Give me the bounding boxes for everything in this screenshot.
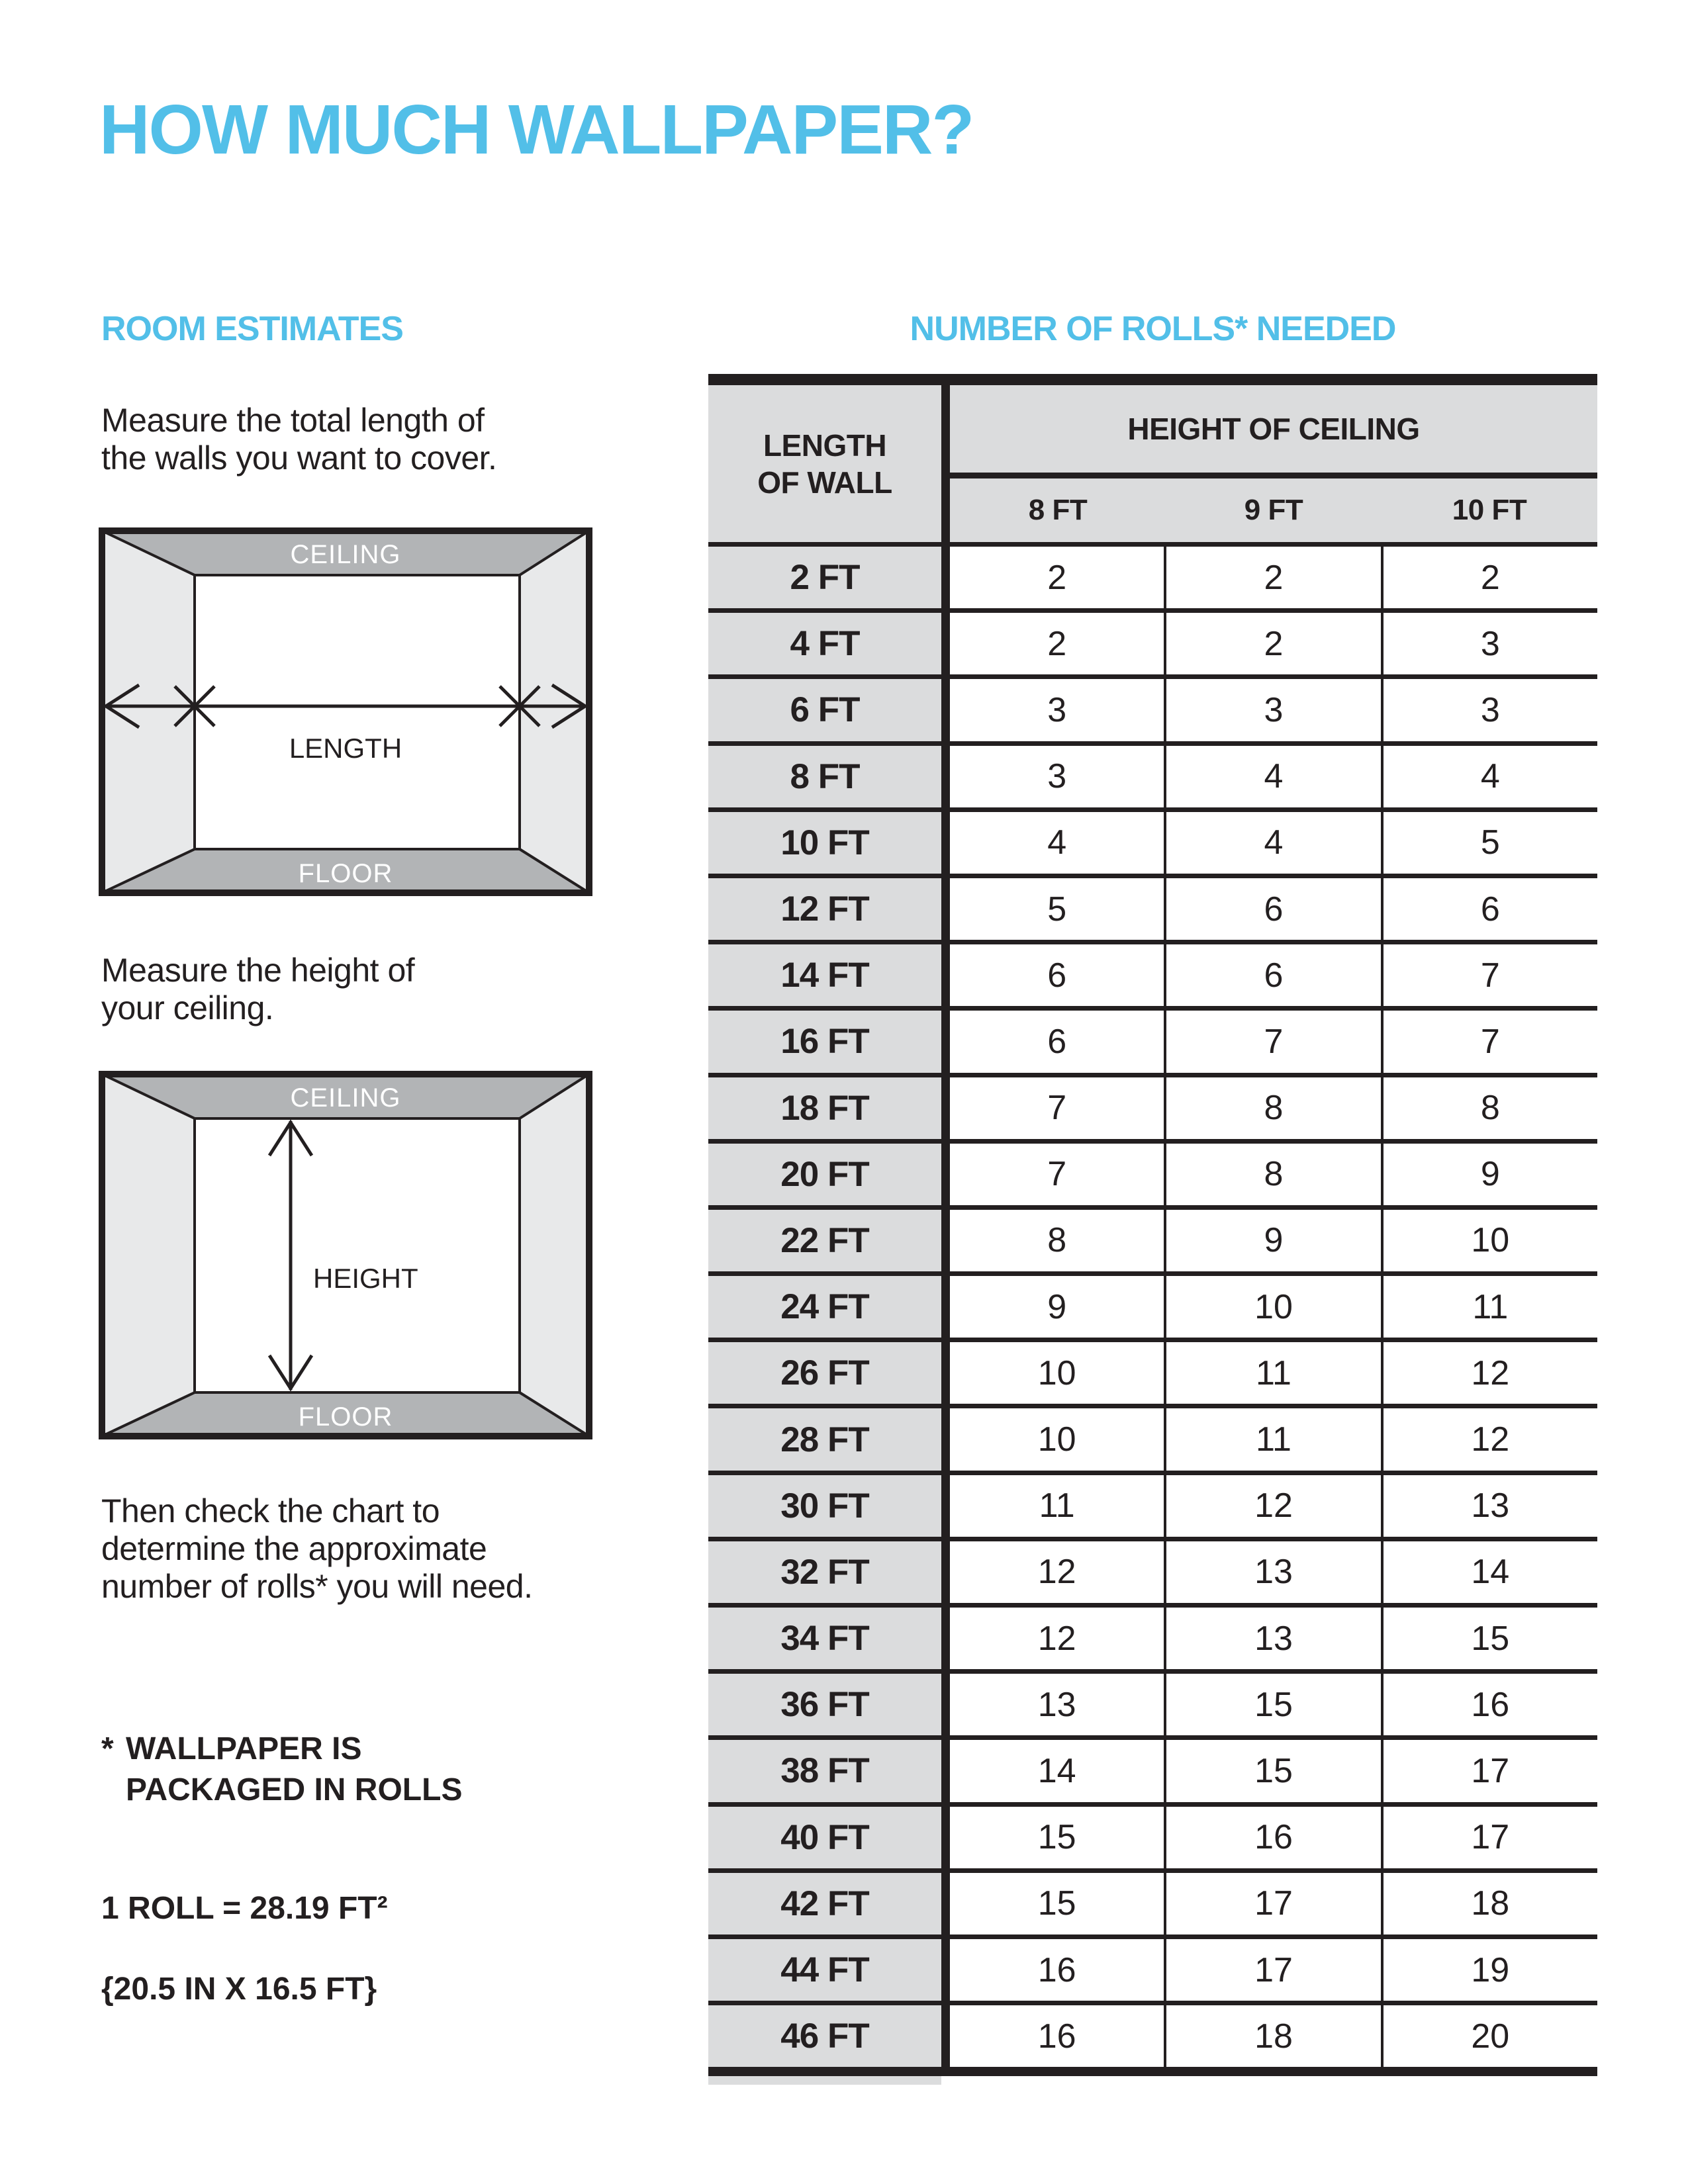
wall-length-label: 44 FT — [708, 1939, 941, 2001]
row-cells — [941, 1939, 1597, 2001]
table-row — [708, 1537, 1597, 1603]
back-wall — [195, 1118, 520, 1392]
floor-label: FLOOR — [298, 1402, 393, 1432]
paragraph-line: Measure the total length of — [101, 402, 485, 439]
header-divider — [950, 473, 1597, 478]
roll-count-cell: 17 — [1164, 1873, 1380, 1934]
roll-count-cell: 10 — [1037, 1353, 1076, 1392]
roll-count-cell: 8 — [1381, 1077, 1597, 1139]
sub-header-cell: 9 FT — [1244, 494, 1303, 526]
left-wall — [102, 1074, 195, 1436]
roll-count-cell: 10 — [1164, 1276, 1380, 1338]
row-cells — [941, 1144, 1597, 1205]
row-cells — [941, 1740, 1597, 1801]
row-header-line: LENGTH — [763, 428, 887, 463]
roll-dimensions: {20.5 IN X 16.5 FT} — [101, 1972, 377, 2007]
sub-header-row — [950, 478, 1597, 542]
roll-count-cell: 15 — [1037, 1884, 1076, 1923]
measure-length-paragraph — [101, 402, 496, 477]
height-label: HEIGHT — [313, 1263, 418, 1294]
row-cells — [941, 878, 1597, 940]
roll-count-cell: 4 — [1047, 823, 1067, 862]
wall-length-label: 34 FT — [708, 1608, 941, 1669]
wall-length-label: 14 FT — [708, 944, 941, 1006]
roll-count-cell: 4 — [1381, 746, 1597, 807]
sub-header-cell: 8 FT — [1028, 494, 1088, 526]
roll-count-cell: 13 — [1164, 1541, 1380, 1603]
roll-count-cell: 10 — [1381, 1210, 1597, 1271]
roll-count-cell: 7 — [1381, 944, 1597, 1006]
roll-count-cell: 11 — [1164, 1342, 1380, 1404]
row-cells — [941, 2005, 1597, 2067]
roll-count-cell: 6 — [1047, 1022, 1067, 1061]
table-row — [708, 940, 1597, 1006]
wall-length-label: 20 FT — [708, 1144, 941, 1205]
table-row — [708, 1669, 1597, 1735]
roll-count-cell: 7 — [1047, 1089, 1067, 1128]
wall-length-label: 24 FT — [708, 1276, 941, 1338]
roll-count-cell: 7 — [1164, 1011, 1380, 1072]
roll-count-cell: 6 — [1381, 878, 1597, 940]
table-row — [708, 1205, 1597, 1271]
room-length-diagram-svg — [99, 527, 592, 896]
roll-count-cell: 11 — [1039, 1486, 1075, 1525]
roll-count-cell: 2 — [1047, 558, 1067, 597]
rolls-table — [708, 374, 1597, 2085]
measure-height-paragraph — [101, 952, 414, 1027]
sub-header-cell: 10 FT — [1452, 494, 1527, 526]
roll-count-cell: 9 — [1164, 1210, 1380, 1271]
table-top-border — [708, 374, 1597, 385]
wall-length-label: 16 FT — [708, 1011, 941, 1072]
table-bottom-border — [708, 2067, 1597, 2076]
table-row — [708, 1404, 1597, 1470]
row-cells — [941, 1276, 1597, 1338]
wall-length-label: 32 FT — [708, 1541, 941, 1603]
roll-count-cell: 12 — [1037, 1619, 1076, 1658]
row-cells — [941, 1342, 1597, 1404]
table-row — [708, 1338, 1597, 1404]
roll-count-cell: 14 — [1037, 1751, 1076, 1790]
table-row — [708, 1934, 1597, 2001]
wall-length-label: 38 FT — [708, 1740, 941, 1801]
roll-count-cell: 20 — [1381, 2005, 1597, 2067]
row-cells — [941, 812, 1597, 874]
table-row — [708, 1073, 1597, 1139]
wall-length-label: 12 FT — [708, 878, 941, 940]
length-label: LENGTH — [289, 733, 402, 764]
row-cells — [941, 1807, 1597, 1868]
room-height-diagram — [99, 1071, 592, 1439]
check-chart-paragraph — [101, 1492, 533, 1606]
roll-count-cell: 8 — [1164, 1077, 1380, 1139]
roll-count-cell: 2 — [1381, 547, 1597, 608]
wall-length-label: 36 FT — [708, 1674, 941, 1735]
roll-count-cell: 2 — [1164, 613, 1380, 674]
roll-count-cell: 9 — [1381, 1144, 1597, 1205]
roll-count-cell: 4 — [1164, 812, 1380, 874]
roll-count-cell: 19 — [1381, 1939, 1597, 2001]
wall-length-label: 18 FT — [708, 1077, 941, 1139]
page-title: HOW MUCH WALLPAPER? — [99, 91, 974, 169]
wall-length-label: 2 FT — [708, 547, 941, 608]
table-row — [708, 1802, 1597, 1868]
table-row — [708, 1006, 1597, 1072]
roll-count-cell: 3 — [1164, 679, 1380, 741]
right-wall — [520, 1074, 589, 1436]
row-header-line: OF WALL — [757, 465, 892, 500]
row-cells — [941, 944, 1597, 1006]
paragraph-line: your ceiling. — [101, 989, 274, 1026]
wall-length-label: 4 FT — [708, 613, 941, 674]
roll-count-cell: 15 — [1164, 1674, 1380, 1735]
table-row — [708, 1271, 1597, 1338]
wall-length-label: 42 FT — [708, 1873, 941, 1934]
roll-count-cell: 18 — [1381, 1873, 1597, 1934]
table-bottom-stub — [708, 2076, 941, 2085]
paragraph-line: Then check the chart to — [101, 1492, 440, 1529]
roll-count-cell: 8 — [1047, 1221, 1067, 1260]
row-cells — [941, 1408, 1597, 1470]
row-cells — [941, 1873, 1597, 1934]
wall-length-label: 22 FT — [708, 1210, 941, 1271]
roll-count-cell: 13 — [1381, 1475, 1597, 1537]
footnote-line — [101, 1729, 462, 1770]
row-cells — [941, 746, 1597, 807]
roll-count-cell: 18 — [1164, 2005, 1380, 2067]
row-cells — [941, 1541, 1597, 1603]
roll-count-cell: 17 — [1381, 1740, 1597, 1801]
roll-count-cell: 13 — [1037, 1685, 1076, 1724]
roll-count-cell: 7 — [1047, 1155, 1067, 1194]
roll-count-cell: 17 — [1164, 1939, 1380, 2001]
rolls-needed-heading: NUMBER OF ROLLS* NEEDED — [910, 310, 1396, 348]
footnote-text: WALLPAPER IS — [126, 1731, 362, 1766]
roll-count-cell: 15 — [1037, 1818, 1076, 1857]
floor-label: FLOOR — [298, 859, 393, 888]
row-cells — [941, 613, 1597, 674]
height-of-ceiling-header: HEIGHT OF CEILING — [1127, 412, 1420, 446]
room-height-diagram-svg — [99, 1071, 592, 1439]
room-length-diagram — [99, 527, 592, 896]
roll-count-cell: 8 — [1164, 1144, 1380, 1205]
roll-count-cell: 3 — [1047, 690, 1067, 729]
roll-count-cell: 11 — [1381, 1276, 1597, 1338]
roll-count-cell: 15 — [1381, 1608, 1597, 1669]
roll-count-cell: 16 — [1164, 1807, 1380, 1868]
table-row — [708, 807, 1597, 874]
wall-length-label: 8 FT — [708, 746, 941, 807]
roll-count-cell: 5 — [1381, 812, 1597, 874]
row-cells — [941, 1674, 1597, 1735]
roll-count-cell: 12 — [1381, 1408, 1597, 1470]
table-row — [708, 608, 1597, 674]
roll-count-cell: 10 — [1037, 1420, 1076, 1459]
table-row — [708, 2001, 1597, 2067]
roll-count-cell: 3 — [1381, 613, 1597, 674]
roll-count-cell: 6 — [1047, 956, 1067, 995]
room-estimates-heading: ROOM ESTIMATES — [101, 310, 403, 348]
paragraph-line: Measure the height of — [101, 952, 415, 989]
roll-count-cell: 14 — [1381, 1541, 1597, 1603]
table-row — [708, 741, 1597, 807]
roll-count-cell: 16 — [1381, 1674, 1597, 1735]
roll-equation: 1 ROLL = 28.19 FT² — [101, 1891, 388, 1926]
ceiling-label: CEILING — [290, 540, 401, 569]
roll-count-cell: 9 — [1047, 1287, 1067, 1326]
table-row — [708, 1735, 1597, 1801]
roll-count-cell: 2 — [1047, 624, 1067, 663]
table-row — [708, 1868, 1597, 1934]
wall-length-label: 10 FT — [708, 812, 941, 874]
row-header-cell — [708, 385, 941, 542]
column-header-group — [941, 385, 1597, 542]
wall-length-label: 6 FT — [708, 679, 941, 741]
roll-count-cell: 12 — [1381, 1342, 1597, 1404]
table-row — [708, 874, 1597, 940]
asterisk: * — [101, 1731, 114, 1766]
wall-length-label: 46 FT — [708, 2005, 941, 2067]
wallpaper-rolls-footnote — [101, 1729, 462, 1811]
table-row — [708, 1471, 1597, 1537]
roll-count-cell: 16 — [1037, 1950, 1076, 1989]
roll-count-cell: 5 — [1047, 889, 1067, 929]
back-wall — [195, 575, 520, 849]
row-cells — [941, 1210, 1597, 1271]
wall-length-label: 26 FT — [708, 1342, 941, 1404]
roll-count-cell: 17 — [1381, 1807, 1597, 1868]
roll-count-cell: 11 — [1164, 1408, 1380, 1470]
wall-length-label: 28 FT — [708, 1408, 941, 1470]
row-cells — [941, 679, 1597, 741]
roll-count-cell: 3 — [1047, 757, 1067, 796]
roll-count-cell: 16 — [1037, 2017, 1076, 2056]
roll-count-cell: 6 — [1164, 878, 1380, 940]
roll-count-cell: 15 — [1164, 1740, 1380, 1801]
roll-count-cell: 6 — [1164, 944, 1380, 1006]
roll-count-cell: 3 — [1381, 679, 1597, 741]
roll-count-cell: 12 — [1164, 1475, 1380, 1537]
table-body — [708, 542, 1597, 2067]
roll-count-cell: 4 — [1164, 746, 1380, 807]
paragraph-line: number of rolls* you will need. — [101, 1568, 533, 1605]
row-cells — [941, 1077, 1597, 1139]
table-row — [708, 542, 1597, 608]
roll-count-cell: 2 — [1164, 547, 1380, 608]
roll-count-cell: 12 — [1037, 1553, 1076, 1592]
roll-size-info — [101, 1848, 388, 2050]
roll-count-cell: 13 — [1164, 1608, 1380, 1669]
roll-count-cell: 7 — [1381, 1011, 1597, 1072]
table-header — [708, 385, 1597, 542]
footnote-line: PACKAGED IN ROLLS — [126, 1772, 463, 1807]
row-cells — [941, 1608, 1597, 1669]
row-cells — [941, 547, 1597, 608]
table-row — [708, 674, 1597, 741]
wall-length-label: 30 FT — [708, 1475, 941, 1537]
wall-length-label: 40 FT — [708, 1807, 941, 1868]
row-cells — [941, 1011, 1597, 1072]
paragraph-line: the walls you want to cover. — [101, 439, 497, 477]
table-row — [708, 1603, 1597, 1669]
row-cells — [941, 1475, 1597, 1537]
ceiling-label: CEILING — [290, 1083, 401, 1113]
paragraph-line: determine the approximate — [101, 1530, 487, 1567]
table-row — [708, 1139, 1597, 1205]
